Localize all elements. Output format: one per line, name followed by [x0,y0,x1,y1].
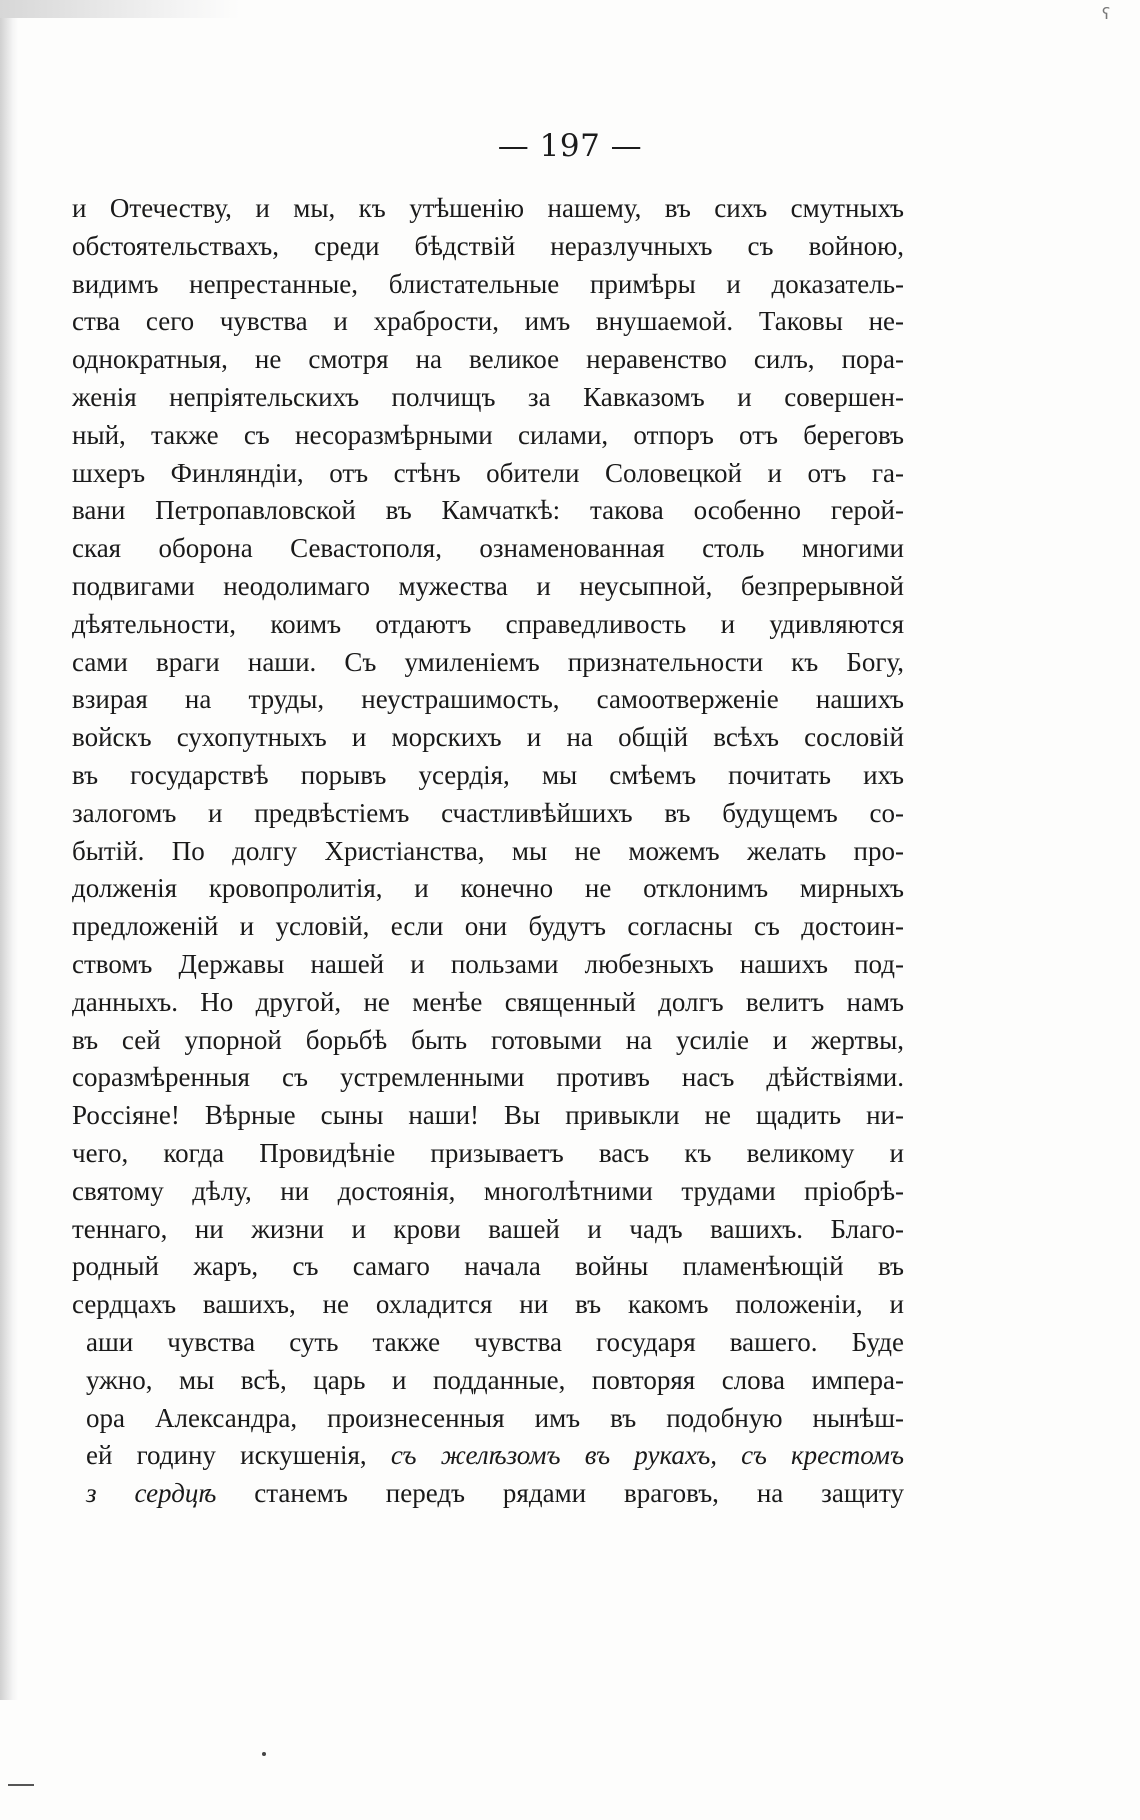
scan-smudge [0,0,240,18]
text-line-14: взирая на труды, неустрашимость, самоотверженіе нашихъ [72,684,904,715]
text-line-29: родный жаръ, съ самаго начала войны пламенѣющій въ [72,1251,904,1282]
text-line-16: въ государствѣ порывъ усердія, мы смѣемъ почитать ихъ [72,759,904,790]
corner-mark: ʕ [1102,4,1111,23]
text-line-8: шхеръ Финляндіи, отъ стѣнъ обители Соловецкой и отъ га- [72,457,904,488]
text-line-18: бытій. По долгу Христіанства, мы не можемъ желать про- [72,835,904,866]
text-line-33: ора Александра, произнесенныя имъ въ подобную нынѣш- [86,1402,904,1433]
text-line-19: долженія кровопролитія, и конечно не отклонимъ мирныхъ [72,873,904,904]
text-line-30: сердцахъ вашихъ, не охладится ни въ какомъ положеніи, и [72,1289,904,1320]
scan-speck [262,1752,266,1756]
line-34-italic: съ желѣзомъ въ рукахъ, съ крестомъ [390,1440,904,1471]
line-35-italic: з сердцѣ [86,1478,217,1509]
page-edge-gradient [0,0,18,1700]
text-line-31: аши чувства суть также чувства государя вашего. Буде [86,1326,904,1357]
text-line-25: Россіяне! Вѣрные сыны наши! Вы привыкли не щадить ни- [72,1100,904,1131]
text-line-4: ства сего чувства и храбрости, имъ внушаемой. Таковы не- [72,306,904,337]
text-line-21: ствомъ Державы нашей и пользами любезныхъ нашихъ под- [72,948,904,979]
text-line-12: дѣятельности, коимъ отдаютъ справедливость и удивляются [72,608,904,639]
line-35-normal: станемъ передъ рядами враговъ, на защиту [216,1478,904,1509]
text-line-1: и Отечеству, и мы, къ утѣшенію нашему, въ сихъ смутныхъ [72,193,904,223]
text-line-5: однократныя, не смотря на великое неравенство силъ, пора- [72,344,904,375]
text-line-10: ская оборона Севастополя, ознаменованная столь многими [72,533,904,564]
text-line-2: обстоятельствахъ, среди бѣдствій неразлучныхъ съ войною, [72,230,904,261]
text-line-3: видимъ непрестанные, блистательные примѣры и доказатель- [72,268,904,299]
text-line-6: женія непріятельскихъ полчищъ за Кавказомъ и совершен- [72,381,904,412]
text-line-26: чего, когда Провидѣніе призываетъ васъ къ великому и [72,1137,904,1168]
text-line-20: предложеній и условій, если они будутъ согласны съ достоин- [72,911,904,942]
text-line-24: соразмѣренныя съ устремленными противъ насъ дѣйствіями. [72,1062,904,1093]
text-line-32: ужно, мы всѣ, царь и подданные, повторяя слова импера- [86,1364,904,1395]
text-line-34 [72,1437,904,1475]
text-line-15: войскъ сухопутныхъ и морскихъ и на общій всѣхъ сословій [72,722,904,753]
line-34-normal: ей годину искушенія, [86,1440,391,1471]
body-text [72,190,904,1513]
page-number: — 197 — [497,128,643,164]
text-line-22: данныхъ. Но другой, не менѣе священный долгъ велитъ намъ [72,986,904,1017]
text-line-35 [72,1475,904,1513]
text-line-11: подвигами неодолимаго мужества и неусыпной, безпрерывной [72,570,904,601]
text-line-28: теннаго, ни жизни и крови вашей и чадъ вашихъ. Благо- [72,1213,904,1244]
text-line-9: вани Петропавловской въ Камчаткѣ: такова особенно герой- [72,495,904,526]
text-line-17: залогомъ и предвѣстіемъ счастливѣйшихъ въ будущемъ со- [72,797,904,828]
text-line-27: святому дѣлу, ни достоянія, многолѣтними трудами пріобрѣ- [72,1175,904,1206]
text-line-13: сами враги наши. Съ умиленіемъ признательности къ Богу, [72,646,904,677]
text-line-7: ный, также съ несоразмѣрными силами, отпоръ отъ береговъ [72,419,904,450]
text-line-23: въ сей упорной борьбѣ быть готовыми на усиліе и жертвы, [72,1024,904,1055]
scan-edge-mark [8,1784,34,1786]
